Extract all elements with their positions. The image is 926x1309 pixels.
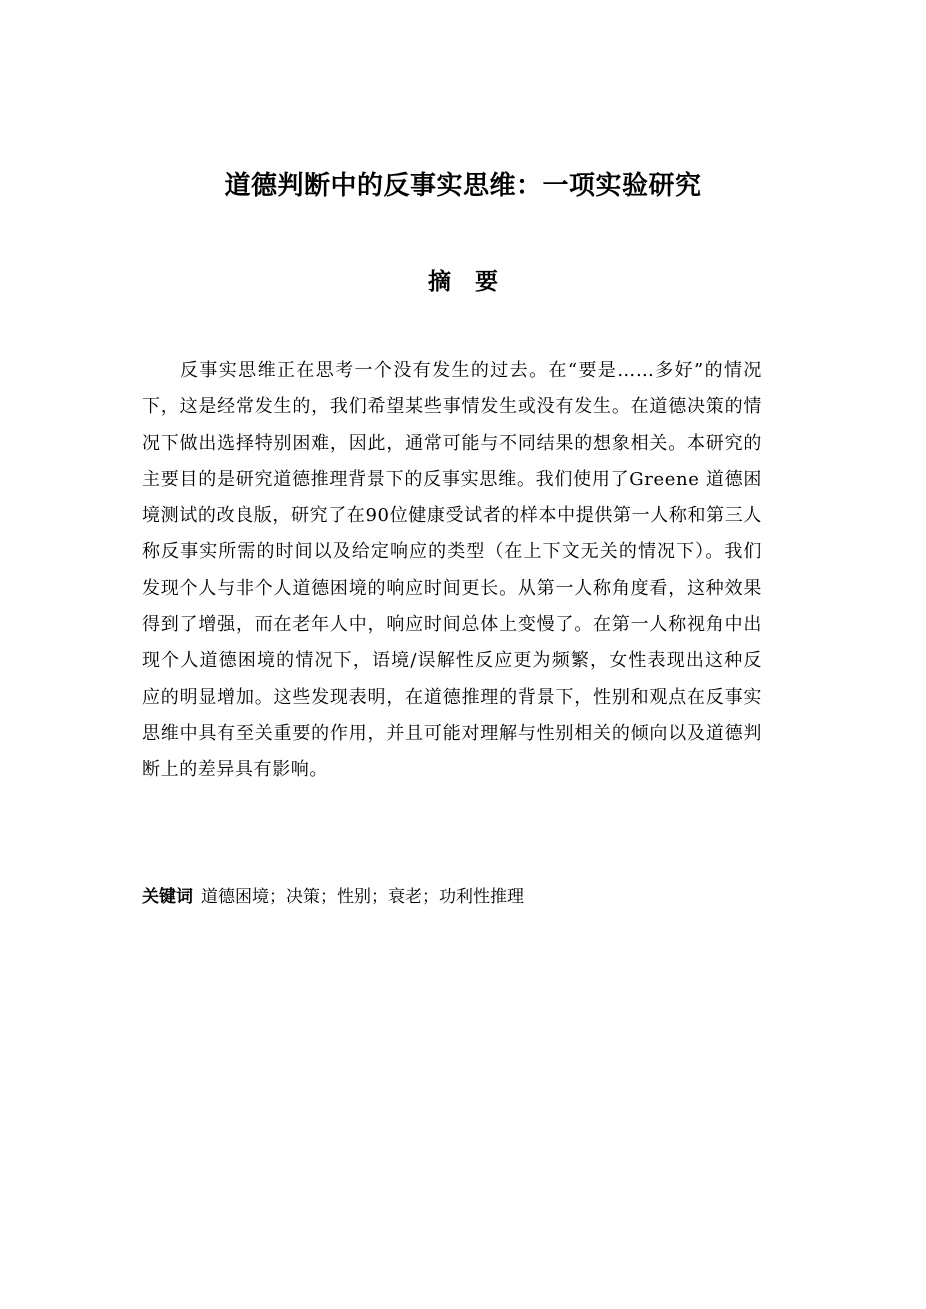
page-title: 道德判断中的反事实思维：一项实验研究 xyxy=(224,171,702,201)
keywords-label: 关键词 xyxy=(142,887,193,907)
abstract-paragraph: 反事实思维正在思考一个没有发生的过去。在“要是……多好”的情况下，这是经常发生的，我们希望某些事情发生或没有发生。在道德决策的情况下做出选择特别困难，因此，通常可能与不同结果的想象相关。本研究的主要目的是研究道德推理背景下的反事实思维。我们使用了Greene 道德困境测试的改良版，研究了在90位健康受试者的样本中提供第一人称和第三人称反事实所需的时间以及给定响应的类型（在上下文无关的情况下）。我们发现个人与非个人道德困境的响应时间更长。从第一人称角度看，这种效果得到了增强，而在老年人中，响应时间总体上变慢了。在第一人称视角中出现个人道德困境的情况下，语境/误解性反应更为频繁，女性表现出这种反应的明显增加。这些发现表明，在道德推理的背景下，性别和观点在反事实思维中具有至关重要的作用，并且可能对理解与性别相关的倾向以及道德判断上的差异具有影响。 xyxy=(142,360,762,781)
keywords-line xyxy=(142,882,762,912)
abstract-heading: 摘 要 xyxy=(427,269,506,295)
keywords-text: 道德困境；决策；性别；衰老；功利性推理 xyxy=(201,887,524,907)
